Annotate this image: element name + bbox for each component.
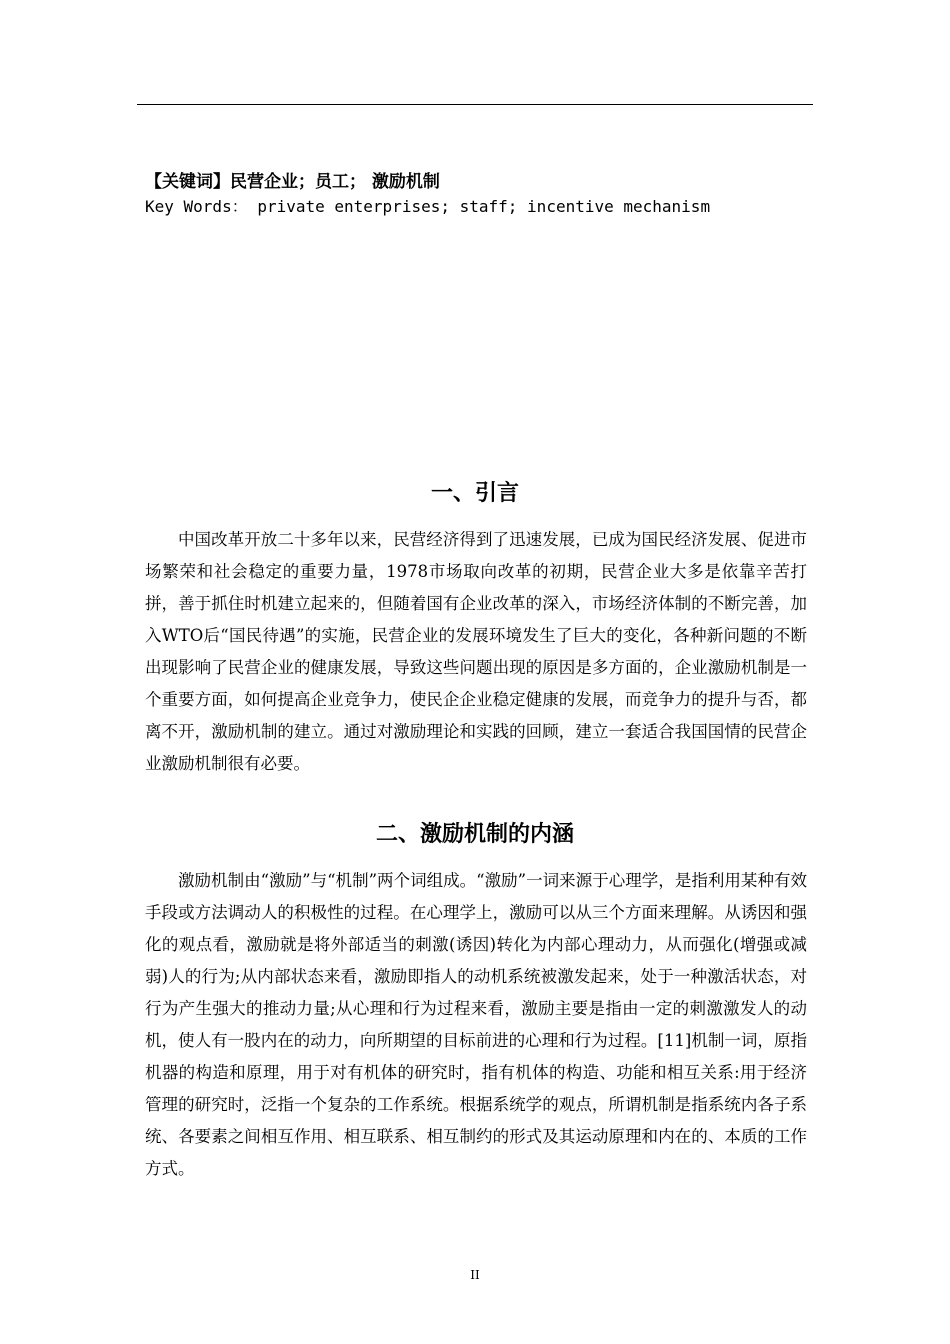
keywords-chinese: 【关键词】民营企业；员工； 激励机制 (145, 172, 440, 192)
section-paragraph-introduction: 中国改革开放二十多年以来，民营经济得到了迅速发展，已成为国民经济发展、促进市场繁荣和社会稳定的重要力量，1978市场取向改革的初期，民营企业大多是依靠辛苦打拼，善于抓住时机建立起来的，但随着国有企业改革的深入，市场经济体制的不断完善，加入WTO后“国民待遇”的实施，民营企业的发展环境发生了巨大的变化，各种新问题的不断出现影响了民营企业的健康发展，导致这些问题出现的原因是多方面的，企业激励机制是一个重要方面，如何提高企业竞争力，使民企企业稳定健康的发展，而竞争力的提升与否，都离不开，激励机制的建立。通过对激励理论和实践的回顾，建立一套适合我国国情的民营企业激励机制很有必要。 (145, 530, 807, 773)
section-paragraph-incentive-mechanism: 激励机制由“激励”与“机制”两个词组成。“激励”一词来源于心理学，是指利用某种有效手段或方法调动人的积极性的过程。在心理学上，激励可以从三个方面来理解。从诱因和强化的观点看，激励就是将外部适当的刺激(诱因)转化为内部心理动力，从而强化(增强或减弱)人的行为;从内部状态来看，激励即指人的动机系统被激发起来，处于一种激活状态，对行为产生强大的推动力量;从心理和行为过程来看，激励主要是指由一定的刺激激发人的动机，使人有一股内在的动力，向所期望的目标前进的心理和行为过程。[11]机制一词，原指机器的构造和原理，用于对有机体的研究时，指有机体的构造、功能和相互关系:用于经济管理的研究时，泛指一个复杂的工作系统。根据系统学的观点，所谓机制是指系统内各子系统、各要素之间相互作用、相互联系、相互制约的形式及其运动原理和内在的、本质的工作方式。 (145, 871, 807, 1178)
header-rule (137, 104, 813, 105)
page-number: II (470, 1268, 480, 1282)
section-heading-introduction: 一、引言 (430, 481, 519, 506)
keywords-english: Key Words： private enterprises; staff; incentive mechanism (145, 197, 711, 216)
section-heading-incentive-mechanism: 二、激励机制的内涵 (375, 822, 574, 847)
